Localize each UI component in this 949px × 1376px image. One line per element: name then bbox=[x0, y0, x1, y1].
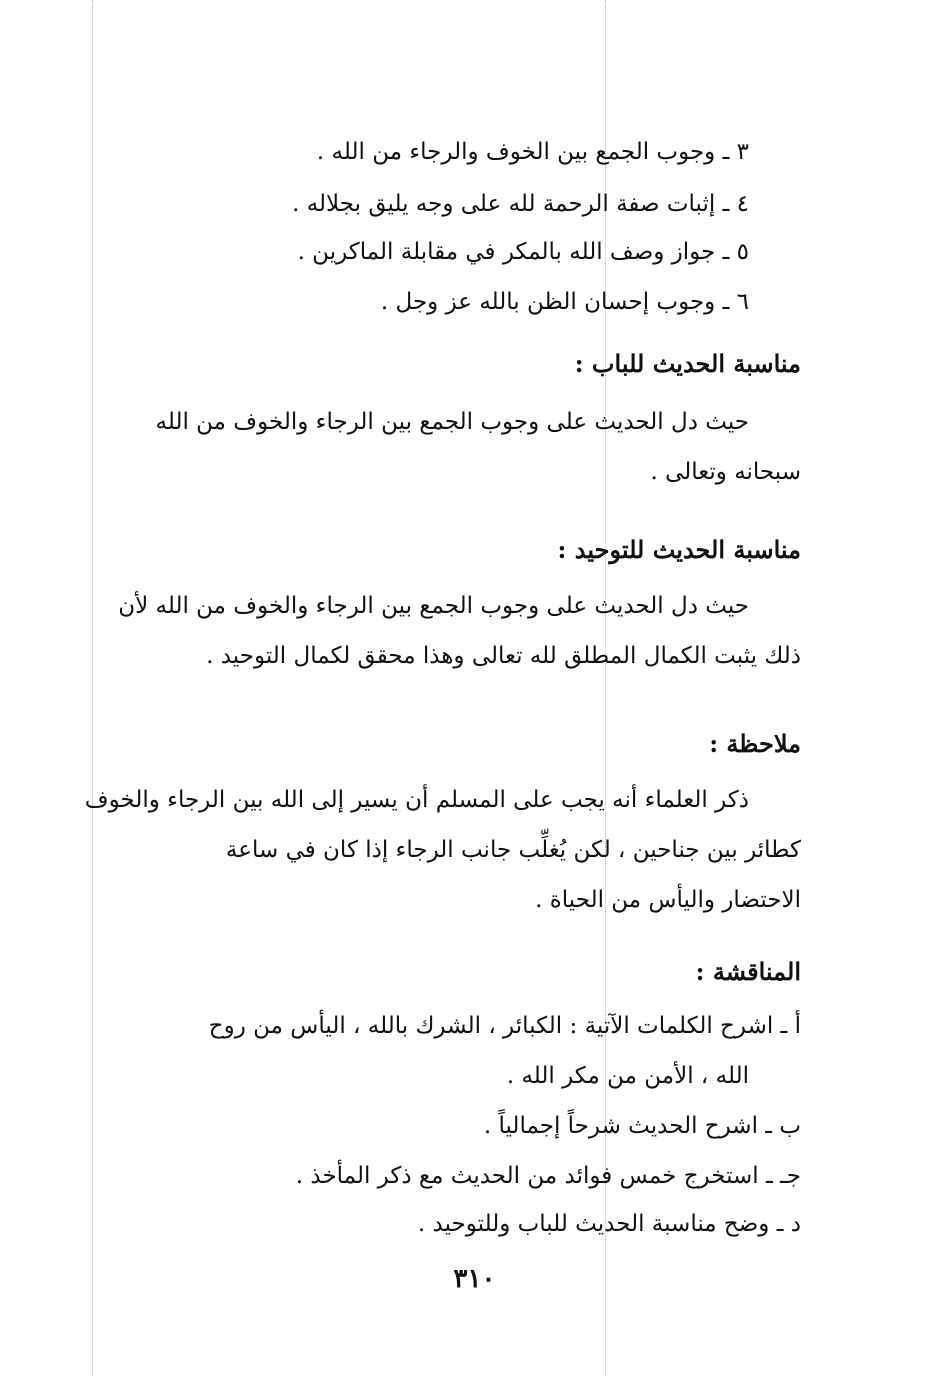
benefit-item-6: ٦ ـ وجوب إحسان الظن بالله عز وجل . bbox=[380, 289, 749, 315]
discussion-item-a: أ ـ اشرح الكلمات الآتية : الكبائر ، الشرك بالله ، اليأس من روح bbox=[208, 1013, 801, 1039]
tawhid-relevance-heading: مناسبة الحديث للتوحيد : bbox=[557, 535, 801, 564]
page-number: ٣١٠ bbox=[453, 1264, 496, 1294]
note-heading: ملاحظة : bbox=[709, 729, 801, 758]
benefit-item-4: ٤ ـ إثبات صفة الرحمة لله على وجه يليق بجلاله . bbox=[292, 191, 749, 217]
discussion-item-c: جـ ـ استخرج خمس فوائد من الحديث مع ذكر المأخذ . bbox=[295, 1163, 801, 1189]
bab-relevance-line-1: حيث دل الحديث على وجوب الجمع بين الرجاء والخوف من الله bbox=[155, 409, 749, 435]
discussion-item-b: ب ـ اشرح الحديث شرحاً إجمالياً . bbox=[483, 1113, 801, 1139]
bab-relevance-heading: مناسبة الحديث للباب : bbox=[574, 349, 801, 378]
discussion-item-d: د ـ وضح مناسبة الحديث للباب وللتوحيد . bbox=[417, 1211, 801, 1237]
discussion-heading: المناقشة : bbox=[695, 957, 801, 986]
discussion-item-a-continued: الله ، الأمن من مكر الله . bbox=[506, 1063, 749, 1089]
tawhid-relevance-line-2: ذلك يثبت الكمال المطلق لله تعالى وهذا محقق لكمال التوحيد . bbox=[206, 643, 801, 669]
scan-margin-dots-left bbox=[92, 0, 93, 1376]
bab-relevance-line-2: سبحانه وتعالى . bbox=[650, 459, 801, 485]
tawhid-relevance-line-1: حيث دل الحديث على وجوب الجمع بين الرجاء والخوف من الله لأن bbox=[118, 593, 749, 619]
benefit-item-5: ٥ ـ جواز وصف الله بالمكر في مقابلة الماكرين . bbox=[297, 239, 749, 265]
note-line-3: الاحتضار واليأس من الحياة . bbox=[535, 887, 801, 913]
benefit-item-3: ٣ ـ وجوب الجمع بين الخوف والرجاء من الله . bbox=[316, 139, 749, 165]
note-line-1: ذكر العلماء أنه يجب على المسلم أن يسير إلى الله بين الرجاء والخوف bbox=[84, 787, 749, 813]
note-line-2: كطائر بين جناحين ، لكن يُغلِّب جانب الرجاء إذا كان في ساعة bbox=[225, 837, 801, 863]
